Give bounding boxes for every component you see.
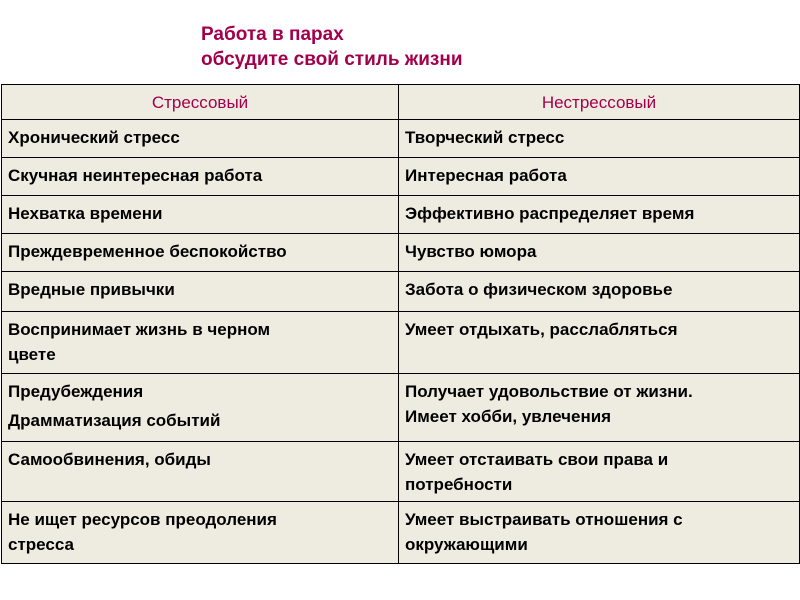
lifestyle-comparison-table xyxy=(1,84,800,564)
cell-text: Умеет отдыхать, расслабляться xyxy=(405,320,678,339)
table-row xyxy=(2,234,800,272)
cell-text: цвете xyxy=(8,345,56,364)
cell-text: Имеет хобби, увлечения xyxy=(405,407,612,426)
cell-text: Драмматизация событий xyxy=(8,411,221,430)
cell-non-stressful xyxy=(399,374,800,442)
cell-text: Умеет выстраивать отношения с xyxy=(405,510,683,529)
cell-non-stressful xyxy=(399,272,800,312)
table-row xyxy=(2,502,800,564)
cell-non-stressful xyxy=(399,120,800,158)
cell-text: Воспринимает жизнь в черном xyxy=(8,320,271,339)
cell-text: Забота о физическом здоровье xyxy=(405,280,673,299)
cell-text: Умеет отстаивать свои права и xyxy=(405,450,669,469)
title-line-1: Работа в парах xyxy=(201,24,344,45)
header-non-stressful: Нестрессовый xyxy=(399,85,800,120)
cell-stressful xyxy=(2,374,399,442)
cell-text: Чувство юмора xyxy=(405,242,537,261)
cell-non-stressful xyxy=(399,196,800,234)
table-row xyxy=(2,272,800,312)
cell-text: Интересная работа xyxy=(405,166,567,185)
cell-text: окружающими xyxy=(405,535,528,554)
cell-stressful xyxy=(2,502,399,564)
table-row xyxy=(2,374,800,442)
table-row xyxy=(2,120,800,158)
cell-text: Получает удовольствие от жизни. xyxy=(405,382,693,401)
cell-stressful xyxy=(2,158,399,196)
cell-text: Не ищет ресурсов преодоления xyxy=(8,510,277,529)
cell-non-stressful xyxy=(399,502,800,564)
cell-non-stressful xyxy=(399,158,800,196)
table-header-row xyxy=(2,85,800,120)
table-row xyxy=(2,312,800,374)
table-row xyxy=(2,196,800,234)
cell-text: потребности xyxy=(405,475,513,494)
cell-stressful xyxy=(2,120,399,158)
cell-text: стресса xyxy=(8,535,74,554)
header-stressful: Стрессовый xyxy=(2,85,399,120)
cell-text: Хронический стресс xyxy=(8,128,180,147)
cell-text: Скучная неинтересная работа xyxy=(8,166,263,185)
cell-text: Вредные привычки xyxy=(8,280,175,299)
table-row xyxy=(2,442,800,502)
table-row xyxy=(2,158,800,196)
cell-text: Творческий стресс xyxy=(405,128,565,147)
cell-text: Эффективно распределяет время xyxy=(405,204,695,223)
title-line-2: обсудите свой стиль жизни xyxy=(201,49,463,70)
cell-stressful xyxy=(2,196,399,234)
cell-text: Самообвинения, обиды xyxy=(8,450,211,469)
cell-stressful xyxy=(2,442,399,502)
cell-text: Преждевременное беспокойство xyxy=(8,242,287,261)
cell-non-stressful xyxy=(399,234,800,272)
cell-stressful xyxy=(2,234,399,272)
cell-stressful xyxy=(2,312,399,374)
slide-title xyxy=(201,22,463,72)
cell-non-stressful xyxy=(399,312,800,374)
cell-non-stressful xyxy=(399,442,800,502)
cell-text: Предубеждения xyxy=(8,382,144,401)
cell-stressful xyxy=(2,272,399,312)
cell-text: Нехватка времени xyxy=(8,204,163,223)
